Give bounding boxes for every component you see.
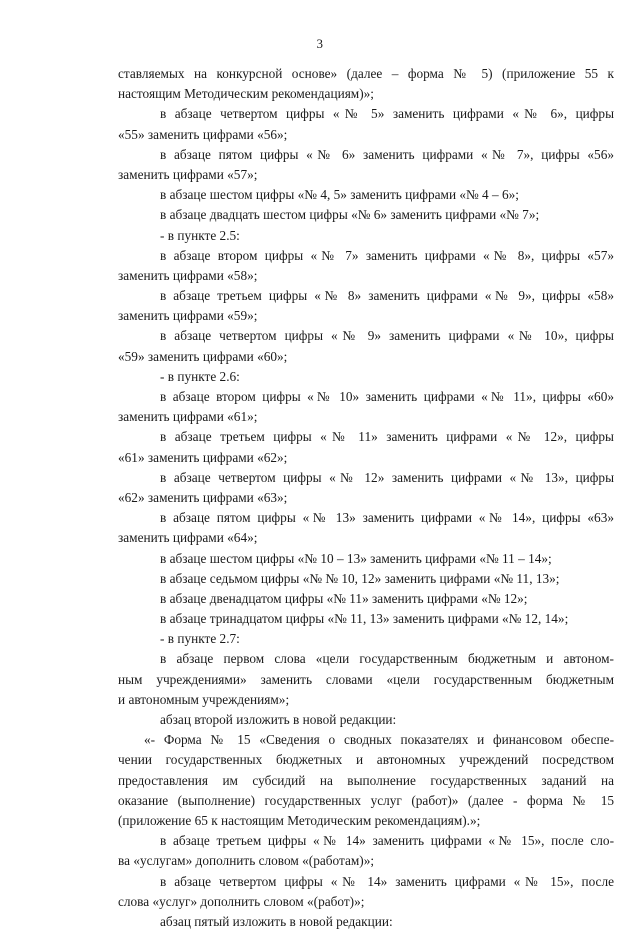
text-line: чении государственных бюджетных и автономных учреждений посредством bbox=[118, 752, 614, 768]
text-line: в абзаце шестом цифры «№ 4, 5» заменить цифрами «№ 4 – 6»; bbox=[160, 187, 519, 203]
text-line: абзац второй изложить в новой редакции: bbox=[160, 712, 397, 727]
text-line: в абзаце седьмом цифры «№ № 10, 12» заменить цифрами «№ 11, 13»; bbox=[160, 570, 560, 586]
text-line: в абзаце втором цифры «№ 10» заменить цифрами «№ 11», цифры «60» bbox=[160, 389, 614, 404]
text-line: - в пункте 2.5: bbox=[160, 227, 240, 243]
text-line: в абзаце четвертом цифры «№ 12» заменить цифрами «№ 13», цифры bbox=[160, 469, 614, 485]
text-line: ным учреждениями» заменить словами «цели государственным бюджетным bbox=[118, 671, 614, 687]
document-body bbox=[118, 64, 614, 932]
text-line: в абзаце пятом цифры «№ 13» заменить цифрами «№ 14», цифры «63» bbox=[160, 510, 614, 526]
text-line: заменить цифрами «58»; bbox=[118, 267, 258, 283]
text-line: в абзаце четвертом цифры «№ 14» заменить цифрами «№ 15», после bbox=[160, 873, 614, 889]
text-line: заменить цифрами «61»; bbox=[118, 409, 258, 425]
text-line: ставляемых на конкурсной основе» (далее – форма № 5) (приложение 55 к bbox=[118, 66, 614, 81]
text-line: в абзаце третьем цифры «№ 11» заменить цифрами «№ 12», цифры bbox=[160, 429, 614, 445]
text-line: оказание (выполнение) государственных услуг (работ)» (далее - форма № 15 bbox=[118, 792, 614, 808]
text-line: в абзаце втором цифры «№ 7» заменить цифрами «№ 8», цифры «57» bbox=[160, 247, 614, 263]
text-line: в абзаце пятом цифры «№ 6» заменить цифрами «№ 7», цифры «56» bbox=[160, 146, 614, 162]
text-line: «61» заменить цифрами «62»; bbox=[118, 449, 288, 465]
text-line: настоящим Методическим рекомендациям)»; bbox=[118, 86, 374, 102]
text-line: заменить цифрами «59»; bbox=[118, 308, 258, 324]
text-line: предоставления им субсидий на выполнение государственных заданий на bbox=[118, 772, 614, 788]
text-line: (приложение 65 к настоящим Методическим рекомендациям).»; bbox=[118, 812, 481, 828]
text-line: - в пункте 2.7: bbox=[160, 631, 240, 647]
text-line: в абзаце двадцать шестом цифры «№ 6» заменить цифрами «№ 7»; bbox=[160, 207, 540, 223]
text-line: «55» заменить цифрами «56»; bbox=[118, 126, 288, 142]
text-line: «59» заменить цифрами «60»; bbox=[118, 348, 288, 364]
text-line: в абзаце четвертом цифры «№ 9» заменить цифрами «№ 10», цифры bbox=[160, 328, 614, 344]
text-line: в абзаце первом слова «цели государственным бюджетным и автоном- bbox=[160, 651, 614, 667]
page-number: 3 bbox=[316, 36, 324, 51]
text-line: в абзаце третьем цифры «№ 8» заменить цифрами «№ 9», цифры «58» bbox=[160, 288, 614, 304]
text-line: «62» заменить цифрами «63»; bbox=[118, 489, 288, 505]
text-line: абзац пятый изложить в новой редакции: bbox=[160, 913, 393, 929]
text-line: в абзаце третьем цифры «№ 14» заменить цифрами «№ 15», после сло- bbox=[160, 833, 614, 849]
text-line: - в пункте 2.6: bbox=[160, 368, 240, 384]
text-line: заменить цифрами «57»; bbox=[118, 166, 258, 182]
text-line: в абзаце тринадцатом цифры «№ 11, 13» заменить цифрами «№ 12, 14»; bbox=[160, 611, 569, 627]
text-line: «- Форма № 15 «Сведения о сводных показателях и финансовом обеспе- bbox=[144, 732, 614, 748]
text-line: в абзаце двенадцатом цифры «№ 11» заменить цифрами «№ 12»; bbox=[160, 590, 528, 606]
text-line: в абзаце шестом цифры «№ 10 – 13» заменить цифрами «№ 11 – 14»; bbox=[160, 550, 552, 566]
text-line: в абзаце четвертом цифры «№ 5» заменить цифрами «№ 6», цифры bbox=[160, 106, 614, 122]
text-line: и автономным учреждениям»; bbox=[118, 691, 290, 707]
text-line: слова «услуг» дополнить словом «(работ)»; bbox=[118, 893, 365, 909]
text-line: ва «услугам» дополнить словом «(работам)»; bbox=[118, 853, 375, 869]
text-line: заменить цифрами «64»; bbox=[118, 530, 258, 546]
